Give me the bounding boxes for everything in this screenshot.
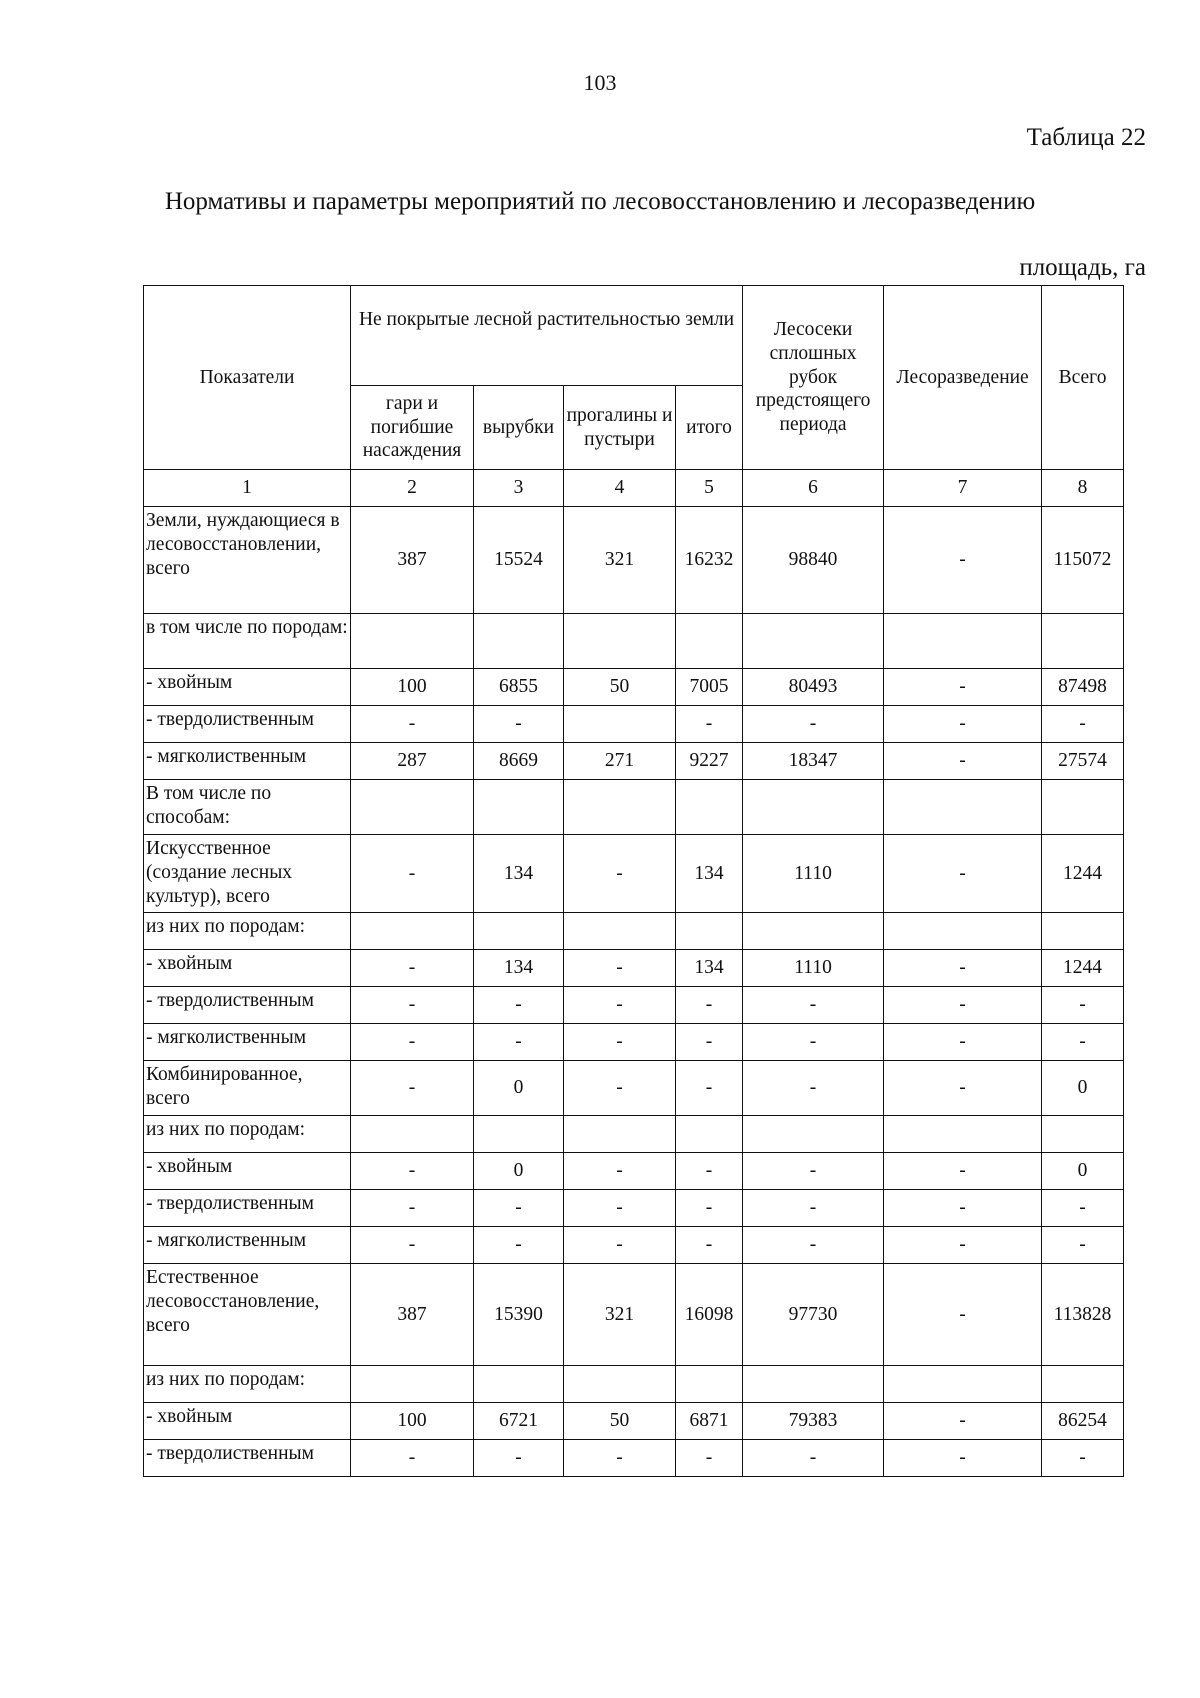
table-row bbox=[144, 1264, 1124, 1366]
cell-value bbox=[743, 1116, 884, 1153]
cell-value bbox=[474, 614, 564, 669]
cell-value: - bbox=[351, 1024, 474, 1061]
cell-value: - bbox=[564, 1190, 676, 1227]
cell-value: 321 bbox=[564, 507, 676, 614]
row-label: Комбинированное, всего bbox=[144, 1061, 351, 1116]
header-subtotal: итого bbox=[676, 386, 743, 470]
table-body bbox=[144, 507, 1124, 1477]
cell-value: 7005 bbox=[676, 669, 743, 706]
cell-value: 15390 bbox=[474, 1264, 564, 1366]
cell-value: - bbox=[676, 987, 743, 1024]
header-glades: прогалины и пустыри bbox=[564, 386, 676, 470]
table-row bbox=[144, 1366, 1124, 1403]
cell-value: - bbox=[474, 1440, 564, 1477]
cell-value: - bbox=[884, 1403, 1042, 1440]
cell-value: - bbox=[676, 1024, 743, 1061]
norms-table bbox=[143, 285, 1124, 1477]
cell-value: - bbox=[1042, 1227, 1124, 1264]
table-row bbox=[144, 706, 1124, 743]
cell-value: 50 bbox=[564, 1403, 676, 1440]
cell-value: - bbox=[743, 706, 884, 743]
cell-value: 0 bbox=[1042, 1061, 1124, 1116]
cell-value: - bbox=[884, 1227, 1042, 1264]
cell-value: 8669 bbox=[474, 743, 564, 780]
cell-value bbox=[884, 1366, 1042, 1403]
column-number: 1 bbox=[144, 470, 351, 507]
table-row bbox=[144, 1061, 1124, 1116]
cell-value: 6855 bbox=[474, 669, 564, 706]
cell-value: - bbox=[351, 1061, 474, 1116]
cell-value bbox=[1042, 1366, 1124, 1403]
table-row bbox=[144, 950, 1124, 987]
cell-value bbox=[474, 780, 564, 835]
column-number: 2 bbox=[351, 470, 474, 507]
table-row bbox=[144, 1403, 1124, 1440]
cell-value: 80493 bbox=[743, 669, 884, 706]
cell-value: - bbox=[564, 1061, 676, 1116]
cell-value bbox=[564, 780, 676, 835]
cell-value: - bbox=[884, 743, 1042, 780]
header-burned: гари и погибшие насаждения bbox=[351, 386, 474, 470]
cell-value: 87498 bbox=[1042, 669, 1124, 706]
cell-value: - bbox=[676, 1153, 743, 1190]
cell-value: 98840 bbox=[743, 507, 884, 614]
cell-value: - bbox=[884, 1061, 1042, 1116]
cell-value bbox=[564, 1366, 676, 1403]
cell-value: 97730 bbox=[743, 1264, 884, 1366]
cell-value: - bbox=[884, 1153, 1042, 1190]
unit-label: площадь, га bbox=[1019, 254, 1146, 281]
table-row bbox=[144, 1024, 1124, 1061]
cell-value bbox=[1042, 1116, 1124, 1153]
cell-value: - bbox=[351, 987, 474, 1024]
cell-value: - bbox=[474, 706, 564, 743]
table-row bbox=[144, 507, 1124, 614]
table-row bbox=[144, 1227, 1124, 1264]
cell-value bbox=[351, 1366, 474, 1403]
header-total: Всего bbox=[1042, 286, 1124, 470]
cell-value: - bbox=[743, 1061, 884, 1116]
cell-value: - bbox=[1042, 1440, 1124, 1477]
column-number: 6 bbox=[743, 470, 884, 507]
column-number: 7 bbox=[884, 470, 1042, 507]
cell-value: 1244 bbox=[1042, 835, 1124, 913]
cell-value bbox=[676, 913, 743, 950]
cell-value bbox=[474, 1116, 564, 1153]
cell-value: 387 bbox=[351, 507, 474, 614]
row-label: - мягколиственным bbox=[144, 1024, 351, 1061]
header-indicators: Показатели bbox=[144, 286, 351, 470]
cell-value: - bbox=[1042, 706, 1124, 743]
document-title: Нормативы и параметры мероприятий по лесовосстановлению и лесоразведению bbox=[164, 188, 1036, 215]
cell-value bbox=[351, 913, 474, 950]
cell-value: - bbox=[884, 835, 1042, 913]
cell-value: - bbox=[743, 1190, 884, 1227]
cell-value bbox=[743, 780, 884, 835]
row-label: Искусственное (создание лесных культур), всего bbox=[144, 835, 351, 913]
cell-value bbox=[743, 1366, 884, 1403]
cell-value: - bbox=[1042, 1190, 1124, 1227]
cell-value: 6721 bbox=[474, 1403, 564, 1440]
cell-value: 27574 bbox=[1042, 743, 1124, 780]
row-label: - хвойным bbox=[144, 1153, 351, 1190]
cell-value bbox=[676, 614, 743, 669]
cell-value bbox=[676, 1116, 743, 1153]
row-label: из них по породам: bbox=[144, 1116, 351, 1153]
row-label: - хвойным bbox=[144, 669, 351, 706]
cell-value: - bbox=[884, 1024, 1042, 1061]
cell-value: 86254 bbox=[1042, 1403, 1124, 1440]
cell-value bbox=[474, 913, 564, 950]
table-row bbox=[144, 1153, 1124, 1190]
cell-value: - bbox=[351, 1440, 474, 1477]
cell-value: - bbox=[564, 1024, 676, 1061]
cell-value: 0 bbox=[474, 1061, 564, 1116]
row-label: - мягколиственным bbox=[144, 1227, 351, 1264]
row-label: - твердолиственным bbox=[144, 1440, 351, 1477]
cell-value bbox=[474, 1366, 564, 1403]
cell-value: 0 bbox=[474, 1153, 564, 1190]
cell-value: 0 bbox=[1042, 1153, 1124, 1190]
cell-value: - bbox=[884, 1190, 1042, 1227]
header-row-1 bbox=[144, 286, 1124, 386]
table-row bbox=[144, 780, 1124, 835]
table-row bbox=[144, 669, 1124, 706]
cell-value: 15524 bbox=[474, 507, 564, 614]
column-number: 8 bbox=[1042, 470, 1124, 507]
cell-value: - bbox=[743, 1024, 884, 1061]
cell-value: 321 bbox=[564, 1264, 676, 1366]
cell-value: - bbox=[884, 950, 1042, 987]
cell-value: 287 bbox=[351, 743, 474, 780]
cell-value: - bbox=[743, 1440, 884, 1477]
table-label: Таблица 22 bbox=[1026, 124, 1146, 151]
cell-value bbox=[351, 1116, 474, 1153]
cell-value bbox=[743, 614, 884, 669]
cell-value: 387 bbox=[351, 1264, 474, 1366]
cell-value: - bbox=[1042, 987, 1124, 1024]
cell-value: - bbox=[884, 706, 1042, 743]
cell-value: - bbox=[474, 1190, 564, 1227]
cell-value bbox=[1042, 614, 1124, 669]
row-label: - твердолиственным bbox=[144, 706, 351, 743]
cell-value: 16232 bbox=[676, 507, 743, 614]
cell-value: - bbox=[884, 1264, 1042, 1366]
cell-value: 18347 bbox=[743, 743, 884, 780]
cell-value: 134 bbox=[676, 835, 743, 913]
cell-value: 1110 bbox=[743, 835, 884, 913]
row-label: Земли, нуждающиеся в лесовосстановлении, всего bbox=[144, 507, 351, 614]
cell-value: 6871 bbox=[676, 1403, 743, 1440]
cell-value: - bbox=[884, 507, 1042, 614]
cell-value: - bbox=[474, 987, 564, 1024]
cell-value: - bbox=[564, 1153, 676, 1190]
cell-value: - bbox=[564, 835, 676, 913]
cell-value bbox=[1042, 913, 1124, 950]
cell-value: 271 bbox=[564, 743, 676, 780]
table-row bbox=[144, 1440, 1124, 1477]
cell-value bbox=[564, 706, 676, 743]
row-label: в том числе по породам: bbox=[144, 614, 351, 669]
row-label: - твердолиственным bbox=[144, 1190, 351, 1227]
column-number: 3 bbox=[474, 470, 564, 507]
cell-value: 113828 bbox=[1042, 1264, 1124, 1366]
cell-value: - bbox=[474, 1024, 564, 1061]
cell-value: - bbox=[351, 950, 474, 987]
table-row bbox=[144, 1190, 1124, 1227]
cell-value: - bbox=[743, 1227, 884, 1264]
cell-value bbox=[564, 1116, 676, 1153]
cell-value: - bbox=[474, 1227, 564, 1264]
cell-value: - bbox=[884, 669, 1042, 706]
cell-value: 134 bbox=[474, 950, 564, 987]
table-row bbox=[144, 614, 1124, 669]
row-label: В том числе по способам: bbox=[144, 780, 351, 835]
cell-value: 115072 bbox=[1042, 507, 1124, 614]
column-number: 4 bbox=[564, 470, 676, 507]
cell-value: 100 bbox=[351, 1403, 474, 1440]
header-afforestation: Лесоразведение bbox=[884, 286, 1042, 470]
cell-value: - bbox=[676, 1440, 743, 1477]
row-label: - хвойным bbox=[144, 1403, 351, 1440]
cell-value: - bbox=[743, 987, 884, 1024]
cell-value: 1110 bbox=[743, 950, 884, 987]
cell-value bbox=[884, 780, 1042, 835]
cell-value bbox=[743, 913, 884, 950]
row-label: - твердолиственным bbox=[144, 987, 351, 1024]
header-unforested: Не покрытые лесной растительностью земли bbox=[351, 286, 743, 386]
cell-value bbox=[884, 913, 1042, 950]
table-row bbox=[144, 835, 1124, 913]
cell-value: - bbox=[676, 1227, 743, 1264]
cell-value bbox=[884, 1116, 1042, 1153]
header-felling: вырубки bbox=[474, 386, 564, 470]
cell-value: - bbox=[1042, 1024, 1124, 1061]
cell-value bbox=[676, 780, 743, 835]
column-number: 5 bbox=[676, 470, 743, 507]
cell-value bbox=[564, 913, 676, 950]
cell-value: 134 bbox=[676, 950, 743, 987]
cell-value: - bbox=[884, 987, 1042, 1024]
cell-value: - bbox=[351, 1153, 474, 1190]
cell-value: - bbox=[564, 1227, 676, 1264]
column-number-row bbox=[144, 470, 1124, 507]
cell-value: - bbox=[564, 950, 676, 987]
cell-value: 100 bbox=[351, 669, 474, 706]
cell-value: - bbox=[743, 1153, 884, 1190]
table-row bbox=[144, 743, 1124, 780]
cell-value: 50 bbox=[564, 669, 676, 706]
cell-value: - bbox=[564, 987, 676, 1024]
cell-value: - bbox=[351, 1190, 474, 1227]
cell-value bbox=[676, 1366, 743, 1403]
cell-value bbox=[351, 614, 474, 669]
table-row bbox=[144, 987, 1124, 1024]
cell-value: 134 bbox=[474, 835, 564, 913]
cell-value bbox=[884, 614, 1042, 669]
cell-value: - bbox=[351, 706, 474, 743]
table-row bbox=[144, 913, 1124, 950]
cell-value bbox=[564, 614, 676, 669]
cell-value: - bbox=[676, 1190, 743, 1227]
row-label: - мягколиственным bbox=[144, 743, 351, 780]
row-label: Естественное лесовосстановление, всего bbox=[144, 1264, 351, 1366]
cell-value bbox=[351, 780, 474, 835]
cell-value: - bbox=[564, 1440, 676, 1477]
cell-value: - bbox=[351, 835, 474, 913]
cell-value: - bbox=[676, 706, 743, 743]
header-clearcut: Лесосеки сплошных рубок предстоящего периода bbox=[743, 286, 884, 470]
table-row bbox=[144, 1116, 1124, 1153]
cell-value: - bbox=[351, 1227, 474, 1264]
cell-value bbox=[1042, 780, 1124, 835]
row-label: из них по породам: bbox=[144, 1366, 351, 1403]
row-label: - хвойным bbox=[144, 950, 351, 987]
cell-value: 79383 bbox=[743, 1403, 884, 1440]
page-number: 103 bbox=[583, 70, 617, 95]
cell-value: - bbox=[884, 1440, 1042, 1477]
cell-value: 1244 bbox=[1042, 950, 1124, 987]
cell-value: 9227 bbox=[676, 743, 743, 780]
row-label: из них по породам: bbox=[144, 913, 351, 950]
cell-value: - bbox=[676, 1061, 743, 1116]
cell-value: 16098 bbox=[676, 1264, 743, 1366]
